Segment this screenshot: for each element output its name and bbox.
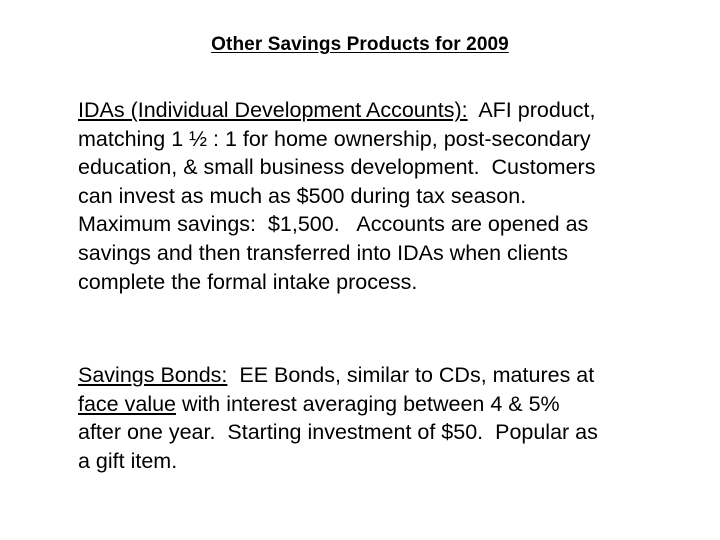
savings-bonds-paragraph <box>78 361 678 475</box>
idas-paragraph <box>78 96 678 296</box>
bonds-term-label: Savings Bonds: <box>78 363 228 387</box>
idas-line-7: complete the formal intake process. <box>78 269 418 294</box>
bonds-line-4: a gift item. <box>78 448 178 473</box>
slide-title: Other Savings Products for 2009 <box>211 34 509 55</box>
idas-line-6: savings and then transferred into IDAs when clients <box>78 240 568 265</box>
idas-line-2: matching 1 ½ : 1 for home ownership, post-secondary <box>78 126 591 151</box>
idas-line-4: can invest as much as $500 during tax season. <box>78 183 527 208</box>
idas-line-1-text: AFI product, <box>467 98 596 122</box>
idas-line-5: Maximum savings: $1,500. Accounts are opened as <box>78 212 589 237</box>
bonds-line-2 <box>78 390 678 419</box>
idas-term-label: IDAs (Individual Development Accounts): <box>78 98 468 122</box>
bonds-line-2-text: with interest averaging between 4 & 5% <box>176 391 560 416</box>
idas-line-3: education, & small business development. Customers <box>78 155 596 180</box>
face-value-term: face value <box>78 391 177 416</box>
idas-line-1 <box>78 96 678 125</box>
bonds-line-3: after one year. Starting investment of $50. Popular as <box>78 420 598 445</box>
bonds-line-1-text: EE Bonds, similar to CDs, matures at <box>227 363 595 387</box>
bonds-line-1 <box>78 361 678 390</box>
